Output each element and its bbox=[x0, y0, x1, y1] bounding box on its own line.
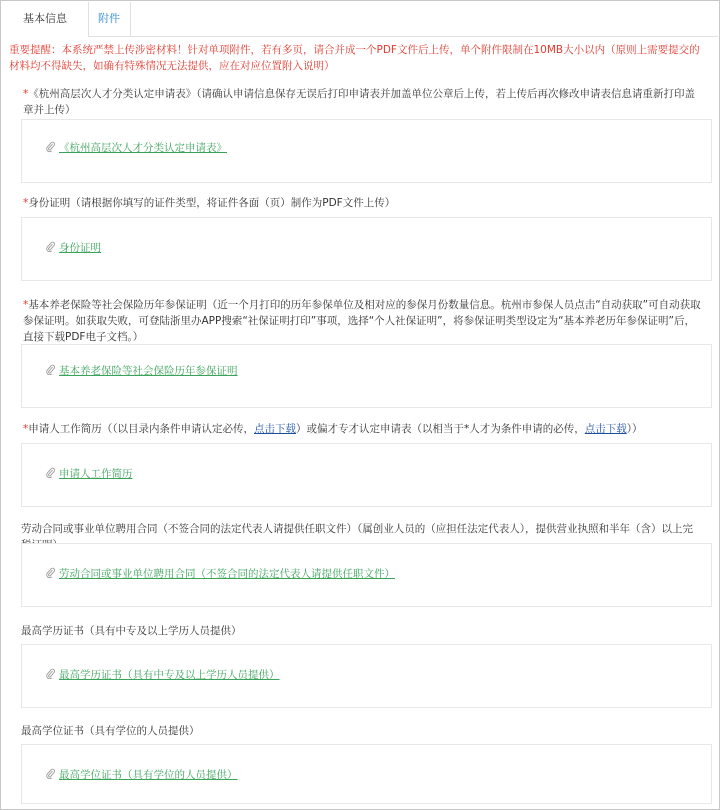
paperclip-icon bbox=[46, 141, 55, 152]
file-name[interactable]: 基本养老保险等社会保险历年参保证明 bbox=[59, 365, 238, 377]
file-name[interactable]: 身份证明 bbox=[59, 242, 101, 254]
download-link-special-talent[interactable]: 点击下载 bbox=[584, 423, 627, 435]
paperclip-icon bbox=[46, 768, 55, 779]
file-link-identity[interactable] bbox=[46, 240, 101, 255]
section-application-form-label bbox=[23, 86, 703, 118]
section-resume-label bbox=[23, 421, 703, 437]
label-text: 最高学位证书（具有学位的人员提供） bbox=[21, 725, 200, 737]
tab-basic-info[interactable]: 基本信息 bbox=[2, 2, 89, 37]
label-text: 劳动合同或事业单位聘用合同（不签合同的法定代表人请提供任职文件）（属创业人员的（应担任法定代表人），提供营业执照和半年（含）以上完 bbox=[21, 523, 693, 535]
upload-box-application-form[interactable] bbox=[21, 119, 712, 183]
file-name[interactable]: 最高学位证书（具有学位的人员提供） bbox=[59, 769, 238, 781]
section-education-label bbox=[21, 623, 701, 639]
file-name[interactable]: 劳动合同或事业单位聘用合同（不签合同的法定代表人请提供任职文件） bbox=[59, 568, 395, 580]
required-mark: * bbox=[23, 197, 29, 209]
upload-notice: 重要提醒：本系统严禁上传涉密材料！针对单项附件，若有多页，请合并成一个PDF文件后上传，单个附件限制在10MB大小以内（原则上需要提交的材料均不得缺失，如确有特殊情况无法提供，应在对应位置附入说明） bbox=[9, 44, 700, 72]
paperclip-icon bbox=[46, 364, 55, 375]
upload-box-social-insurance[interactable] bbox=[21, 344, 712, 408]
section-social-insurance-label bbox=[23, 297, 703, 345]
download-link-resume[interactable]: 点击下载 bbox=[254, 423, 296, 435]
label-text: 最高学历证书（具有中专及以上学历人员提供） bbox=[21, 625, 242, 637]
paperclip-icon bbox=[46, 567, 55, 578]
tab-bar bbox=[2, 2, 718, 37]
required-mark: * bbox=[23, 299, 29, 311]
file-link-resume[interactable] bbox=[46, 466, 133, 481]
upload-box-education[interactable] bbox=[21, 644, 712, 708]
file-name[interactable]: 最高学历证书（具有中专及以上学历人员提供） bbox=[59, 669, 280, 681]
upload-box-degree[interactable] bbox=[21, 744, 712, 804]
file-link-degree[interactable] bbox=[46, 767, 238, 782]
section-identity-label bbox=[23, 195, 703, 211]
required-mark: * bbox=[23, 88, 29, 100]
upload-box-labor-contract[interactable] bbox=[21, 543, 712, 607]
label-text: 基本养老保险等社会保险历年参保证明（近一个月打印的历年参保单位及相对应的参保月份数量信息。杭州市参保人员点击“自动获取”可自动获取参保证明。如获取失败，可登陆浙里办APP搜索“社保证明打印”事项，选择“个人社保证明”，将参保证明类型设定为“基本养老历年参保证明”后，直接下载PDF电子文档。） bbox=[23, 299, 701, 343]
paperclip-icon bbox=[46, 241, 55, 252]
file-name[interactable]: 申请人工作简历 bbox=[59, 468, 133, 480]
file-link-labor-contract[interactable] bbox=[46, 566, 395, 581]
file-name[interactable]: 《杭州高层次人才分类认定申请表》 bbox=[59, 142, 227, 154]
paperclip-icon bbox=[46, 467, 55, 478]
upload-box-resume[interactable] bbox=[21, 443, 712, 507]
label-text-b: ）或偏才专才认定申请表（以相当于*人才为条件申请的必传， bbox=[296, 423, 585, 435]
label-text: 《杭州高层次人才分类认定申请表》（请确认申请信息保存无误后打印申请表并加盖单位公章后上传，若上传后再次修改申请表信息请重新打印盖章并上传） bbox=[23, 88, 695, 116]
section-degree-label bbox=[21, 723, 701, 739]
file-link-social-insurance[interactable] bbox=[46, 363, 238, 378]
paperclip-icon bbox=[46, 668, 55, 679]
required-mark: * bbox=[23, 423, 29, 435]
file-link-education[interactable] bbox=[46, 667, 280, 682]
label-text: 身份证明（请根据你填写的证件类型，将证件各面（页）制作为PDF文件上传） bbox=[28, 197, 396, 209]
label-text-c: ）） bbox=[626, 423, 643, 435]
file-link-application-form[interactable] bbox=[46, 140, 227, 155]
tab-attachments[interactable]: 附件 bbox=[88, 2, 131, 36]
upload-box-identity[interactable] bbox=[21, 217, 712, 281]
label-text-a: 申请人工作简历（（以目录内条件申请认定必传， bbox=[28, 423, 254, 435]
